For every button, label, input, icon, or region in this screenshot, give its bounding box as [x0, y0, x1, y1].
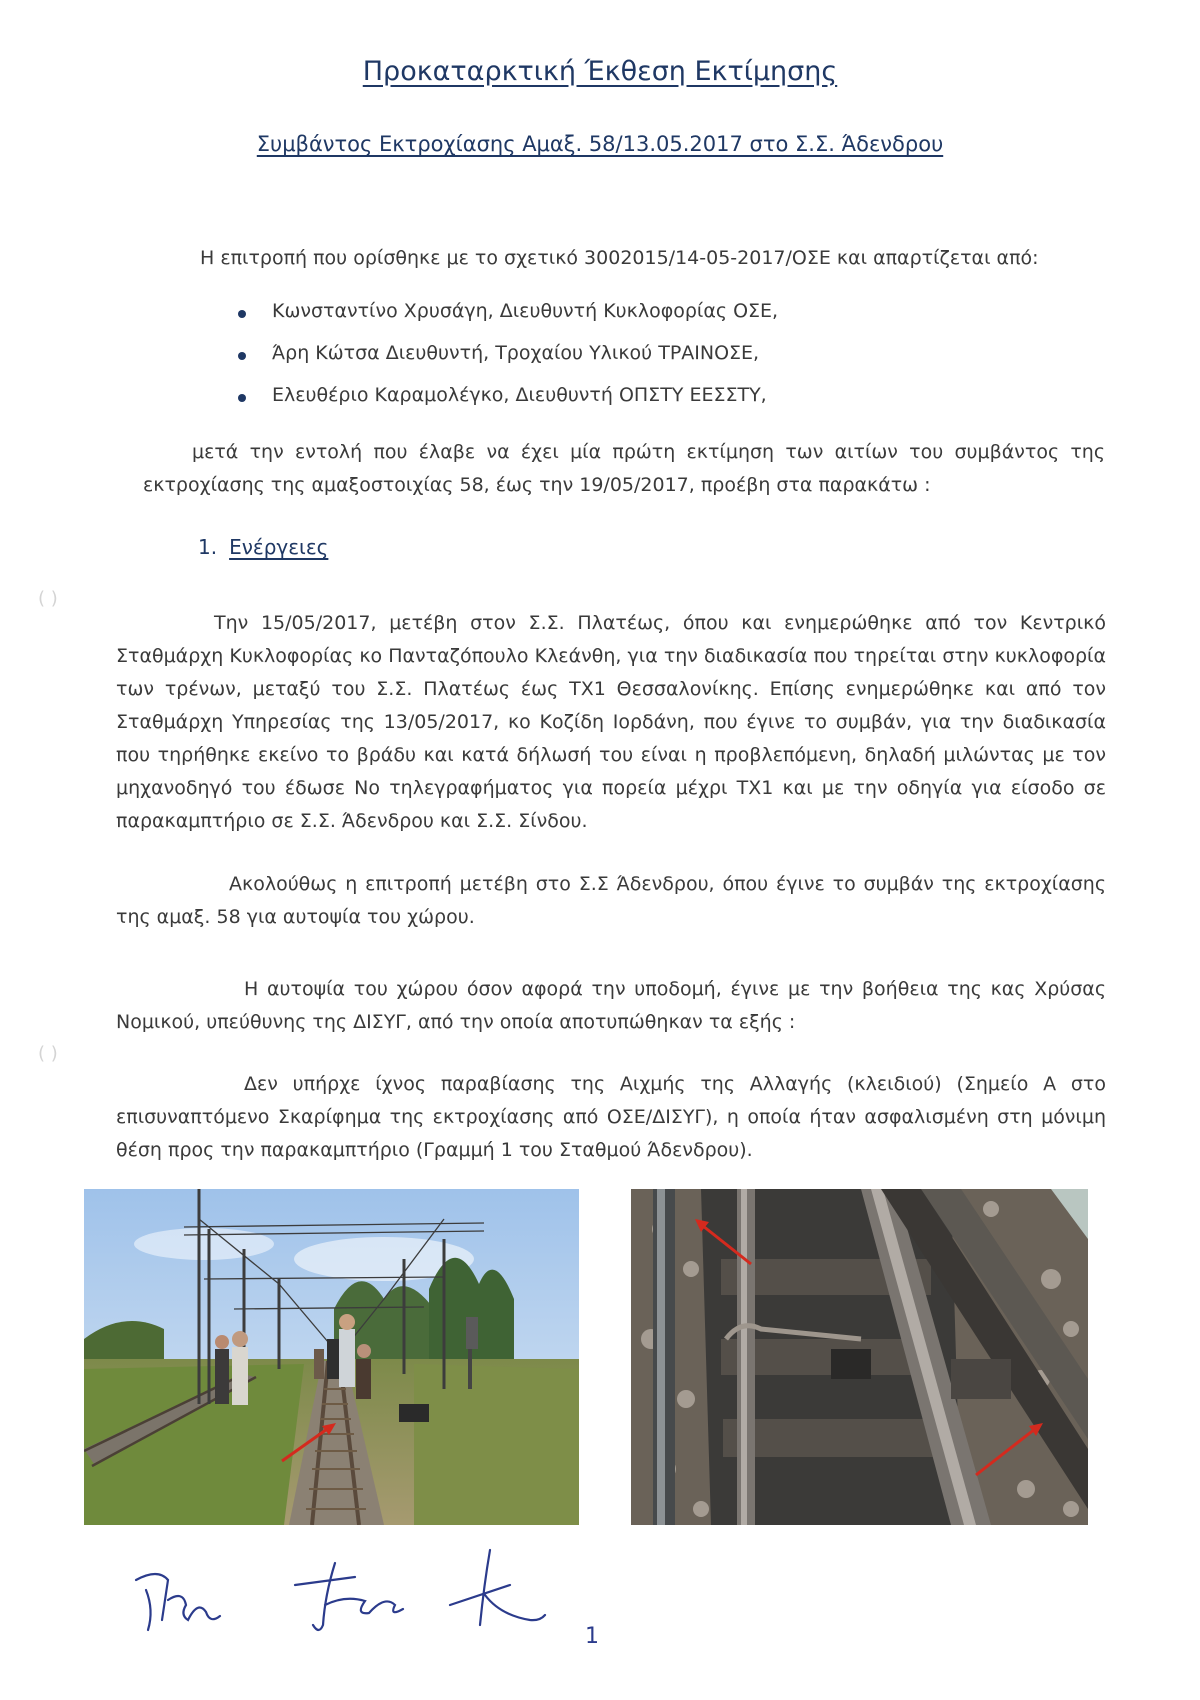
signature-2	[285, 1555, 415, 1640]
signature-1	[128, 1560, 238, 1640]
actions-paragraph-1: Την 15/05/2017, μετέβη στον Σ.Σ. Πλατέως, όπου και ενημερώθηκε από τον Κεντρικό Σταθμάρχη Κυκλοφορίας κο Πανταζόπουλο Κλεάνθη, για την διαδικασία που τηρείται στην κυκλοφορία των τρένων, μεταξύ του Σ.Σ. Πλατέως έως ΤΧ1 Θεσσαλονίκης. Επίσης ενημερώθηκε και από τον Σταθμάρχη Υπηρεσίας της 13/05/2017, κο Κοζίδη Ιορδάνη, που έγινε το συμβάν, για την διαδικασία που τηρήθηκε εκείνο το βράδυ και κατά δήλωσή του είναι η προβλεπόμενη, δηλαδή μιλώντας με τον μηχανοδηγό του έδωσε Νο τηλεγραφήματος για πορεία μέχρι ΤΧ1 και με την οδηγία για είσοδο σε παρακαμπτήριο σε Σ.Σ. Άδενδρου και Σ.Σ. Σίνδου.	[116, 612, 1106, 832]
committee-intro: Η επιτροπή που ορίσθηκε με το σχετικό 3002015/14-05-2017/ΟΣΕ και απαρτίζεται από:	[200, 247, 1039, 269]
actions-paragraph-4: Δεν υπήρχε ίχνος παραβίασης της Αιχμής της Αλλαγής (κλειδιού) (Σημείο Α στο επισυναπτόμενο Σκαρίφημα της εκτροχίασης από ΟΣΕ/ΔΙΣΥΓ), η οποία ήταν ασφαλισμένη στη μόνιμη θέση προς την παρακαμπτήριο (Γραμμή 1 του Σταθμού Άδενδρου).	[116, 1073, 1106, 1161]
document-subtitle: Συμβάντος Εκτροχίασης Αμαξ. 58/13.05.2017 στο Σ.Σ. Άδενδρου	[256, 132, 944, 156]
actions-paragraph-3: Η αυτοψία του χώρου όσον αφορά την υποδομή, έγινε με την βοήθεια της κας Χρύσας Νομικού, υπεύθυνης της ΔΙΣΥΓ, από την οποία αποτυπώθηκαν τα εξής :	[116, 978, 1106, 1033]
signature-3	[440, 1545, 550, 1635]
section-number: 1.	[198, 535, 218, 559]
actions-paragraph-2: Ακολούθως η επιτροπή μετέβη στο Σ.Σ Άδενδρου, όπου έγινε το συμβάν της εκτροχίασης της αμαξ. 58 για αυτοψία του χώρου.	[116, 873, 1106, 928]
switch-closeup-photo	[631, 1189, 1088, 1525]
section-title: Ενέργειες	[229, 535, 329, 559]
member-item: Ελευθέριο Καραμολέγκο, Διευθυντή ΟΠΣΤΥ ΕΕΣΣΤΥ,	[236, 384, 778, 426]
document-title: Προκαταρκτική Έκθεση Εκτίμησης	[362, 56, 838, 87]
purpose-paragraph: μετά την εντολή που έλαβε να έχει μία πρώτη εκτίμηση των αιτίων του συμβάντος της εκτροχίασης της αμαξοστοιχίας 58, έως την 19/05/2017, προέβη στα παρακάτω :	[143, 441, 1105, 496]
member-item: Άρη Κώτσα Διευθυντή, Τροχαίου Υλικού ΤΡΑΙΝΟΣΕ,	[236, 342, 778, 384]
margin-mark: ( )	[38, 588, 58, 609]
member-item: Κωνσταντίνο Χρυσάγη, Διευθυντή Κυκλοφορίας ΟΣΕ,	[236, 300, 778, 342]
margin-mark: ( )	[38, 1043, 58, 1064]
committee-members-list	[236, 300, 778, 426]
section-heading	[198, 535, 328, 559]
track-site-photo	[84, 1189, 579, 1525]
page-number: 1	[585, 1624, 599, 1649]
